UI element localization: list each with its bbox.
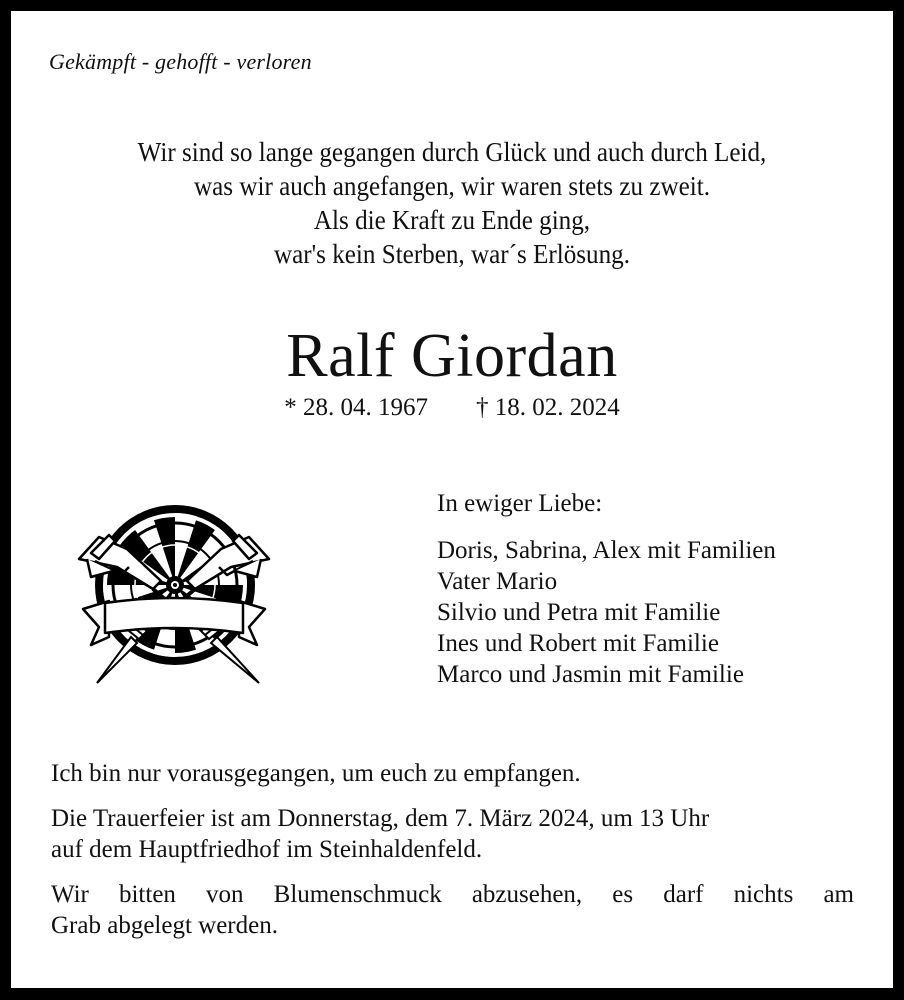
- mourner: Doris, Sabrina, Alex mit Familien: [437, 537, 776, 564]
- motto: Gekämpft - gehofft - verloren: [49, 49, 312, 74]
- obituary-notice: [11, 11, 893, 988]
- funeral-info-line: Die Trauerfeier ist am Donnerstag, dem 7. März 2024, um 13 Uhr: [51, 805, 710, 832]
- poem-line: Als die Kraft zu Ende ging,: [313, 205, 591, 235]
- deceased-name: Ralf Giordan: [286, 322, 618, 390]
- mourner: Ines und Robert mit Familie: [437, 630, 719, 657]
- poem: [42, 135, 862, 271]
- mourner: Marco und Jasmin mit Familie: [437, 661, 744, 688]
- poem-line: was wir auch angefangen, wir waren stets zu zweit.: [194, 171, 710, 201]
- flower-request: [51, 879, 854, 941]
- life-dates: [11, 394, 893, 422]
- birth-date: * 28. 04. 1967: [284, 394, 428, 421]
- flower-request-line: Grab abgelegt werden.: [51, 912, 278, 939]
- closing-quote: Ich bin nur vorausgegangen, um euch zu empfangen.: [51, 760, 581, 787]
- mourner: Vater Mario: [437, 568, 558, 595]
- poem-line: Wir sind so lange gegangen durch Glück und auch durch Leid,: [137, 137, 767, 167]
- mourners-intro: In ewiger Liebe:: [437, 490, 603, 517]
- funeral-info-line: auf dem Hauptfriedhof im Steinhaldenfeld.: [51, 836, 483, 863]
- closing-section: [51, 758, 854, 955]
- flower-request-line: Wir bitten von Blumenschmuck abzusehen, es darf nichts am: [51, 881, 854, 908]
- dartboard-with-crossed-darts-and-banner-icon: [69, 497, 279, 693]
- death-date: † 18. 02. 2024: [476, 394, 620, 421]
- poem-line: war's kein Sterben, war´s Erlösung.: [274, 239, 630, 269]
- mourner: Silvio und Petra mit Familie: [437, 599, 721, 626]
- mourners-list: [437, 488, 776, 690]
- funeral-info: [51, 803, 854, 865]
